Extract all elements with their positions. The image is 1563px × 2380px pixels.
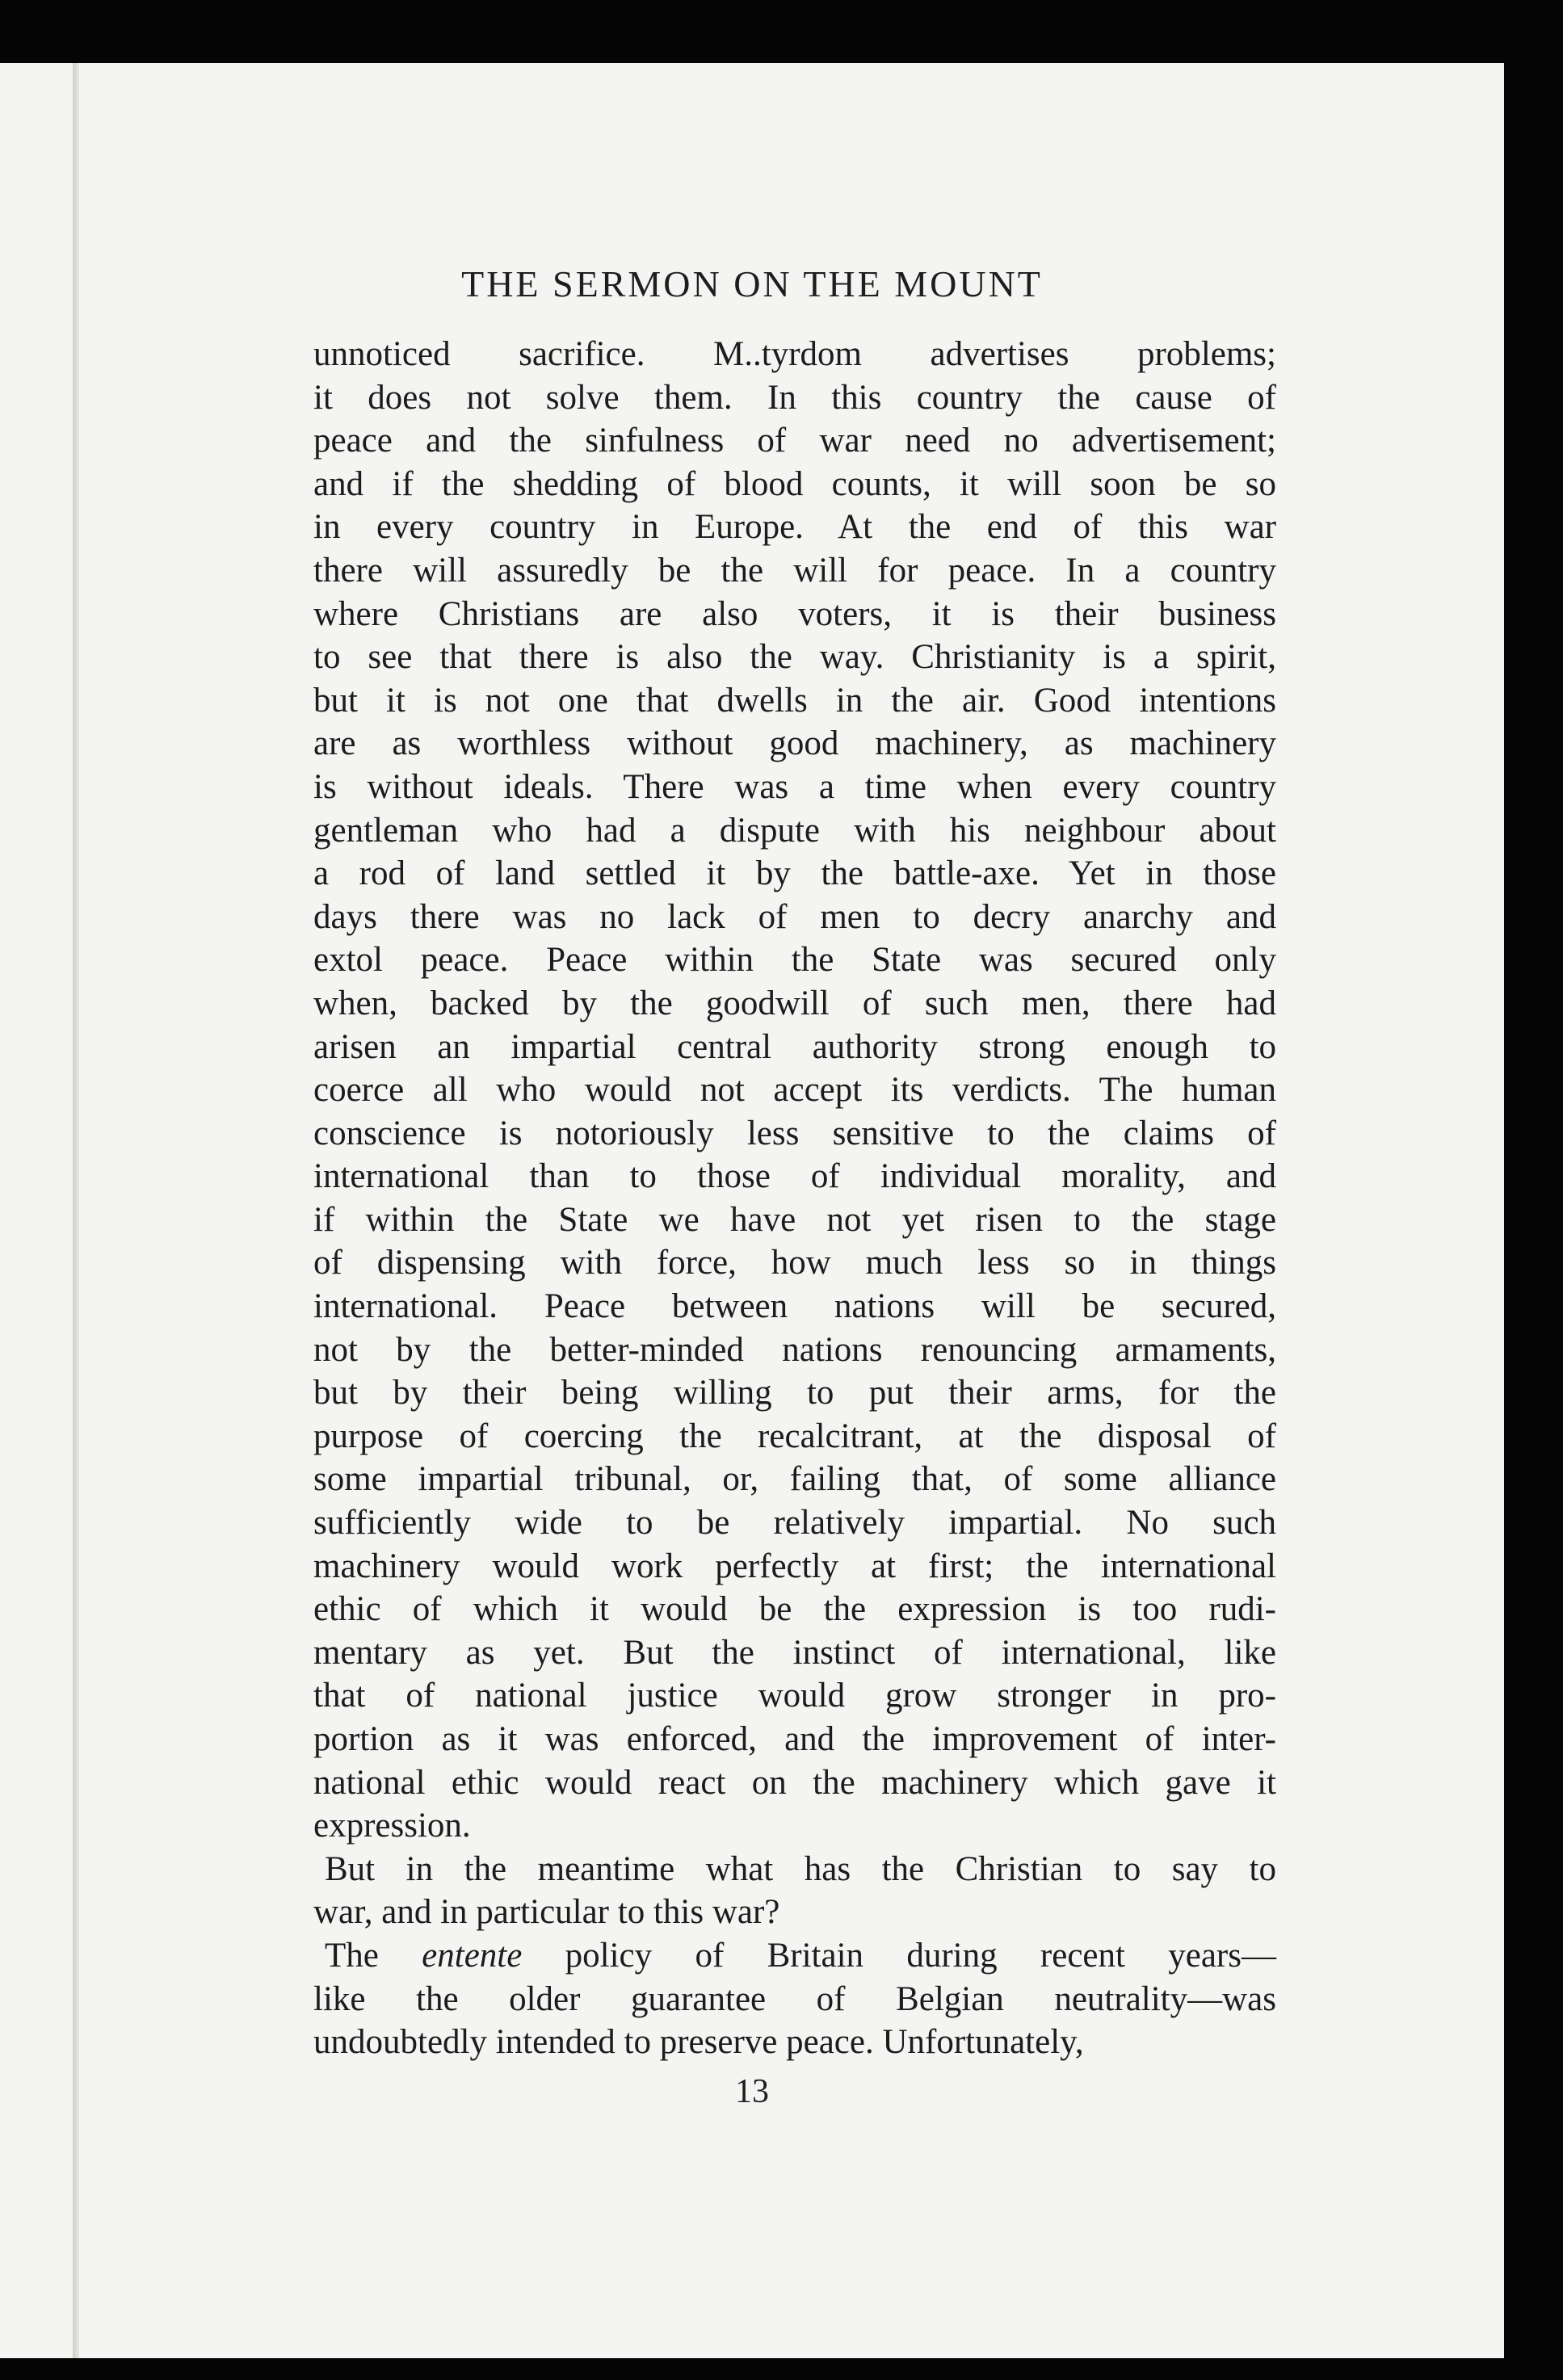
text-line: in every country in Europe. At the end of this war — [313, 508, 1276, 547]
text-line: war, and in particular to this war? — [313, 1893, 780, 1932]
italic-term: entente — [422, 1936, 523, 1975]
text-line: is without ideals. There was a time when every country — [313, 767, 1276, 806]
text-line: undoubtedly intended to preserve peace. Unfortunately, — [313, 2023, 1084, 2062]
text-line: there will assuredly be the will for peace. In a country — [313, 551, 1276, 590]
text-line: ethic of which it would be the expression is too rudi- — [313, 1590, 1276, 1629]
running-head: THE SERMON ON THE MOUNT — [461, 263, 1043, 304]
text-line: not by the better-minded nations renouncing armaments, — [313, 1330, 1276, 1369]
text-line: where Christians are also voters, it is their business — [313, 594, 1276, 633]
text-line: portion as it was enforced, and the improvement of inter- — [313, 1720, 1276, 1758]
text-line: peace and the sinfulness of war need no advertisement; — [313, 422, 1276, 460]
text-line: international than to those of individual morality, and — [313, 1157, 1276, 1196]
text-line: that of national justice would grow stronger in pro- — [313, 1677, 1276, 1715]
page-number: 13 — [735, 2073, 769, 2110]
body-text — [313, 333, 1276, 2064]
text-line: some impartial tribunal, or, failing that, of some alliance — [313, 1460, 1276, 1499]
text-line: if within the State we have not yet risen to the stage — [313, 1200, 1276, 1239]
text-line: a rod of land settled it by the battle-axe. Yet in those — [313, 854, 1276, 893]
text-line: when, backed by the goodwill of such men, there had — [313, 984, 1276, 1022]
text-line: The entente policy of Britain during recent years— — [325, 1936, 1276, 1975]
text-line: sufficiently wide to be relatively impartial. No such — [313, 1504, 1276, 1543]
text-line: like the older guarantee of Belgian neutrality—was — [313, 1979, 1276, 2018]
text-line: it does not solve them. In this country the cause of — [313, 378, 1276, 417]
text-line: conscience is notoriously less sensitive to the claims of — [313, 1114, 1276, 1152]
text-line: purpose of coercing the recalcitrant, at the disposal of — [313, 1417, 1276, 1455]
text-line: to see that there is also the way. Christianity is a spirit, — [313, 638, 1276, 677]
text-line: international. Peace between nations will be secured, — [313, 1287, 1276, 1326]
text-line: But in the meantime what has the Christian to say to — [325, 1849, 1276, 1888]
text-line: days there was no lack of men to decry anarchy and — [313, 897, 1276, 936]
text-line: but by their being willing to put their arms, for the — [313, 1374, 1276, 1412]
text-line: of dispensing with force, how much less so in things — [313, 1244, 1276, 1282]
text-line: are as worthless without good machinery, as machinery — [313, 724, 1276, 763]
text-line: national ethic would react on the machinery which gave it — [313, 1763, 1276, 1802]
page-gutter — [73, 63, 79, 2358]
text-line: expression. — [313, 1807, 471, 1845]
text-line: and if the shedding of blood counts, it will soon be so — [313, 464, 1276, 503]
text-line: extol peace. Peace within the State was secured only — [313, 941, 1276, 980]
text-line: machinery would work perfectly at first; the international — [313, 1547, 1276, 1585]
text-line: but it is not one that dwells in the air. Good intentions — [313, 681, 1276, 720]
text-line: unnoticed sacrifice. M..tyrdom advertises problems; — [313, 335, 1276, 373]
text-line: gentleman who had a dispute with his neighbour about — [313, 811, 1276, 850]
text-line: mentary as yet. But the instinct of international, like — [313, 1633, 1276, 1672]
text-line: coerce all who would not accept its verdicts. The human — [313, 1071, 1276, 1110]
text-line: arisen an impartial central authority strong enough to — [313, 1027, 1276, 1066]
